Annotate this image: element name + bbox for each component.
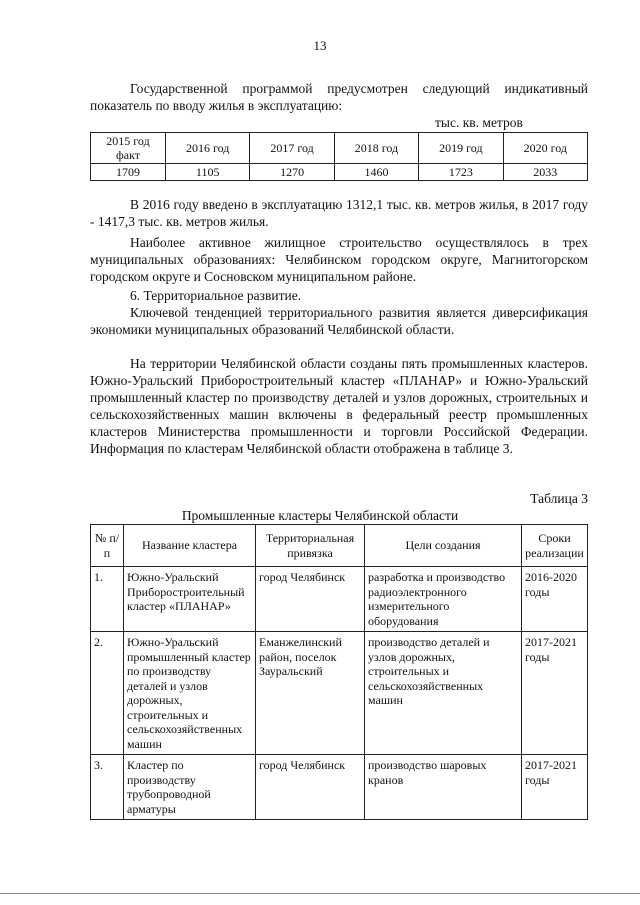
header-period: Сроки реализации xyxy=(522,525,588,567)
table-caption: Таблица 3 xyxy=(530,491,588,506)
cell-goal: производство шаровых кранов xyxy=(365,755,522,820)
cell-number: 3. xyxy=(91,755,124,820)
indicator-value-cell: 1270 xyxy=(250,164,334,181)
unit-label: тыс. кв. метров xyxy=(435,115,523,130)
table-row xyxy=(91,567,588,632)
cell-goal: производство деталей и узлов дорожных, строительных и сельскохозяйственных машин xyxy=(365,632,522,755)
indicator-value-cell: 1460 xyxy=(334,164,418,181)
indicator-value-cell: 1723 xyxy=(419,164,503,181)
indicator-header-cell: 2019 год xyxy=(419,133,503,164)
header-goal: Цели создания xyxy=(365,525,522,567)
cell-period: 2017-2021 годы xyxy=(522,755,588,820)
intro-paragraph: Государственной программой предусмотрен следующий индикативный показатель по вводу жилья в эксплуатацию: xyxy=(90,81,588,113)
cell-location: Еманжелинский район, поселок Зауральский xyxy=(256,632,365,755)
clusters-header-row xyxy=(91,525,588,567)
clusters-table xyxy=(90,524,588,820)
indicator-header-cell: 2017 год xyxy=(250,133,334,164)
cell-name: Южно-Уральский промышленный кластер по производству деталей и узлов дорожных, строительных и сельскохозяйственных машин xyxy=(124,632,256,755)
indicator-value-row xyxy=(91,164,588,181)
paragraph-clusters: На территории Челябинской области созданы пять промышленных кластеров. Южно-Уральский Приборостроительный кластер «ПЛАНАР» и Южно-Уральский промышленный кластер по производству деталей и узлов дорожных, строительных и сельскохозяйственных машин включены в федеральный реестр промышленных кластеров Министерства промышленности и торговли Российской Федерации. Информация по кластерам Челябинской области отображена в таблице 3. xyxy=(90,356,588,456)
paragraph-housing-2016-2017: В 2016 году введено в эксплуатацию 1312,1 тыс. кв. метров жилья, в 2017 году - 1417,3 тыс. кв. метров жилья. xyxy=(90,197,588,229)
page-bottom-rule xyxy=(0,893,640,894)
indicator-header-cell: 2018 год xyxy=(334,133,418,164)
header-name: Название кластера xyxy=(124,525,256,567)
indicator-value-cell: 2033 xyxy=(503,164,587,181)
indicator-header-cell: 2016 год xyxy=(166,133,250,164)
cell-location: город Челябинск xyxy=(256,755,365,820)
paragraph-key-trend: Ключевой тенденцией территориального развития является диверсификация экономики муниципальных образований Челябинской области. xyxy=(90,305,588,337)
header-number: № п/п xyxy=(91,525,124,567)
table-row xyxy=(91,632,588,755)
cell-number: 1. xyxy=(91,567,124,632)
paragraph-section-heading: 6. Территориальное развитие. xyxy=(130,288,302,303)
indicator-table xyxy=(90,132,588,181)
indicator-header-cell: 2015 год факт xyxy=(91,133,166,164)
cell-location: город Челябинск xyxy=(256,567,365,632)
cell-number: 2. xyxy=(91,632,124,755)
indicator-header-row xyxy=(91,133,588,164)
table-row xyxy=(91,755,588,820)
table-title: Промышленные кластеры Челябинской области xyxy=(181,508,459,523)
cell-period: 2017-2021 годы xyxy=(522,632,588,755)
paragraph-active-construction: Наиболее активное жилищное строительство осуществлялось в трех муниципальных образованиях: Челябинском городском округе, Магнитогорском городском округе и Сосновском муниципальном районе. xyxy=(90,235,588,284)
cell-name: Южно-Уральский Приборостроительный кластер «ПЛАНАР» xyxy=(124,567,256,632)
indicator-value-cell: 1709 xyxy=(91,164,166,181)
indicator-header-cell: 2020 год xyxy=(503,133,587,164)
indicator-value-cell: 1105 xyxy=(166,164,250,181)
cell-period: 2016-2020 годы xyxy=(522,567,588,632)
header-location: Территориальная привязка xyxy=(256,525,365,567)
cell-name: Кластер по производству трубопроводной арматуры xyxy=(124,755,256,820)
cell-goal: разработка и производство радиоэлектронного измерительного оборудования xyxy=(365,567,522,632)
page-number: 13 xyxy=(313,38,327,53)
